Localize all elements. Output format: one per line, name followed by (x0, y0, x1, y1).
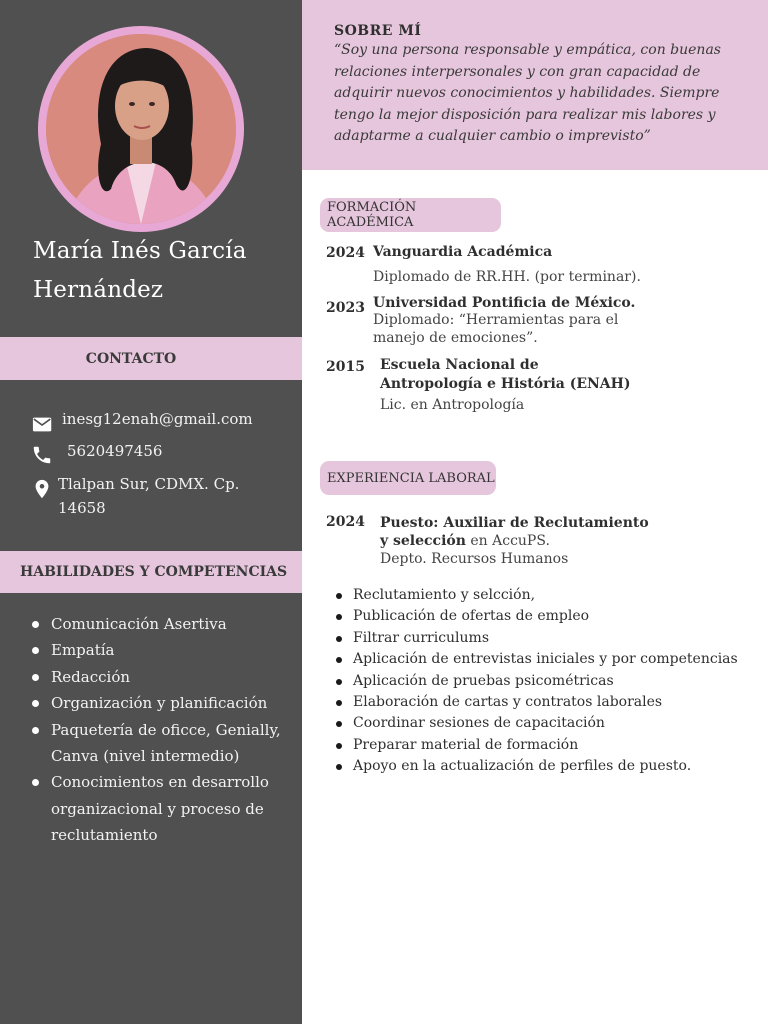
address-text: Tlalpan Sur, CDMX. Cp. 14658 (58, 475, 240, 517)
experience-department: Depto. Recursos Humanos (380, 551, 569, 567)
task-item: Preparar material de formación (334, 735, 754, 756)
education-institution: Universidad Pontificia de México. (373, 295, 636, 311)
contact-heading: CONTACTO (0, 337, 302, 380)
portrait-illustration (46, 34, 236, 224)
location-pin-icon (31, 478, 53, 500)
about-heading: SOBRE MÍ (334, 23, 422, 39)
phone-icon (31, 444, 53, 466)
task-item: Elaboración de cartas y contratos laborales (334, 692, 754, 713)
education-detail: Lic. en Antropología (380, 397, 525, 413)
task-item: Reclutamiento y selcción, (334, 585, 754, 606)
about-text: “Soy una persona responsable y empática, con buenas relaciones interpersonales y con gran capacidad de adquirir nuevos conocimientos y habilidades. Siempre tengo la mejor disposición para realizar mis labores y adaptarme a cualquier cambio o imprevisto” (334, 42, 721, 144)
education-institution: Vanguardia Académica (373, 244, 553, 260)
phone-link[interactable]: 5620497456 (67, 442, 163, 460)
about-section (302, 0, 768, 170)
skills-list (30, 611, 292, 849)
experience-position: Puesto: Auxiliar de Reclutamiento y selección (380, 515, 649, 549)
experience-year: 2024 (326, 514, 365, 530)
education-year: 2015 (326, 359, 365, 375)
sidebar (0, 0, 302, 1024)
full-name (33, 232, 293, 310)
education-year: 2024 (326, 245, 365, 261)
skill-item: Organización y planificación (30, 690, 292, 716)
task-item: Publicación de ofertas de empleo (334, 606, 754, 627)
profile-photo-frame (38, 26, 244, 232)
email-icon (32, 414, 54, 436)
experience-heading: EXPERIENCIA LABORAL (320, 461, 496, 495)
skill-item: Paquetería de oficce, Genially, Canva (nivel intermedio) (30, 717, 292, 770)
experience-task-list (334, 585, 754, 778)
experience-position-block (380, 514, 660, 550)
education-year: 2023 (326, 300, 365, 316)
skill-item: Conocimientos en desarrollo organizacional y proceso de reclutamiento (30, 769, 292, 848)
task-item: Aplicación de pruebas psicométricas (334, 671, 754, 692)
education-institution: Escuela Nacional de Antropología e História (ENAH) (380, 357, 631, 392)
skill-item: Empatía (30, 637, 292, 663)
task-item: Coordinar sesiones de capacitación (334, 713, 754, 734)
skill-item: Comunicación Asertiva (30, 611, 292, 637)
email-link[interactable]: inesg12enah@gmail.com (62, 410, 253, 428)
experience-company: en AccuPS. (465, 533, 550, 549)
name-line-1: María Inés García (33, 238, 247, 264)
education-heading: FORMACIÓN ACADÉMICA (320, 198, 501, 232)
task-item: Aplicación de entrevistas iniciales y por competencias (334, 649, 754, 670)
skill-item: Redacción (30, 664, 292, 690)
education-detail: Diplomado: “Herramientas para el manejo de emociones”. (373, 312, 619, 346)
task-item: Filtrar curriculums (334, 628, 754, 649)
name-line-2: Hernández (33, 277, 164, 303)
profile-photo (46, 34, 236, 224)
task-item: Apoyo en la actualización de perfiles de puesto. (334, 756, 754, 777)
skills-heading: HABILIDADES Y COMPETENCIAS (0, 551, 302, 593)
education-detail: Diplomado de RR.HH. (por terminar). (373, 269, 641, 285)
